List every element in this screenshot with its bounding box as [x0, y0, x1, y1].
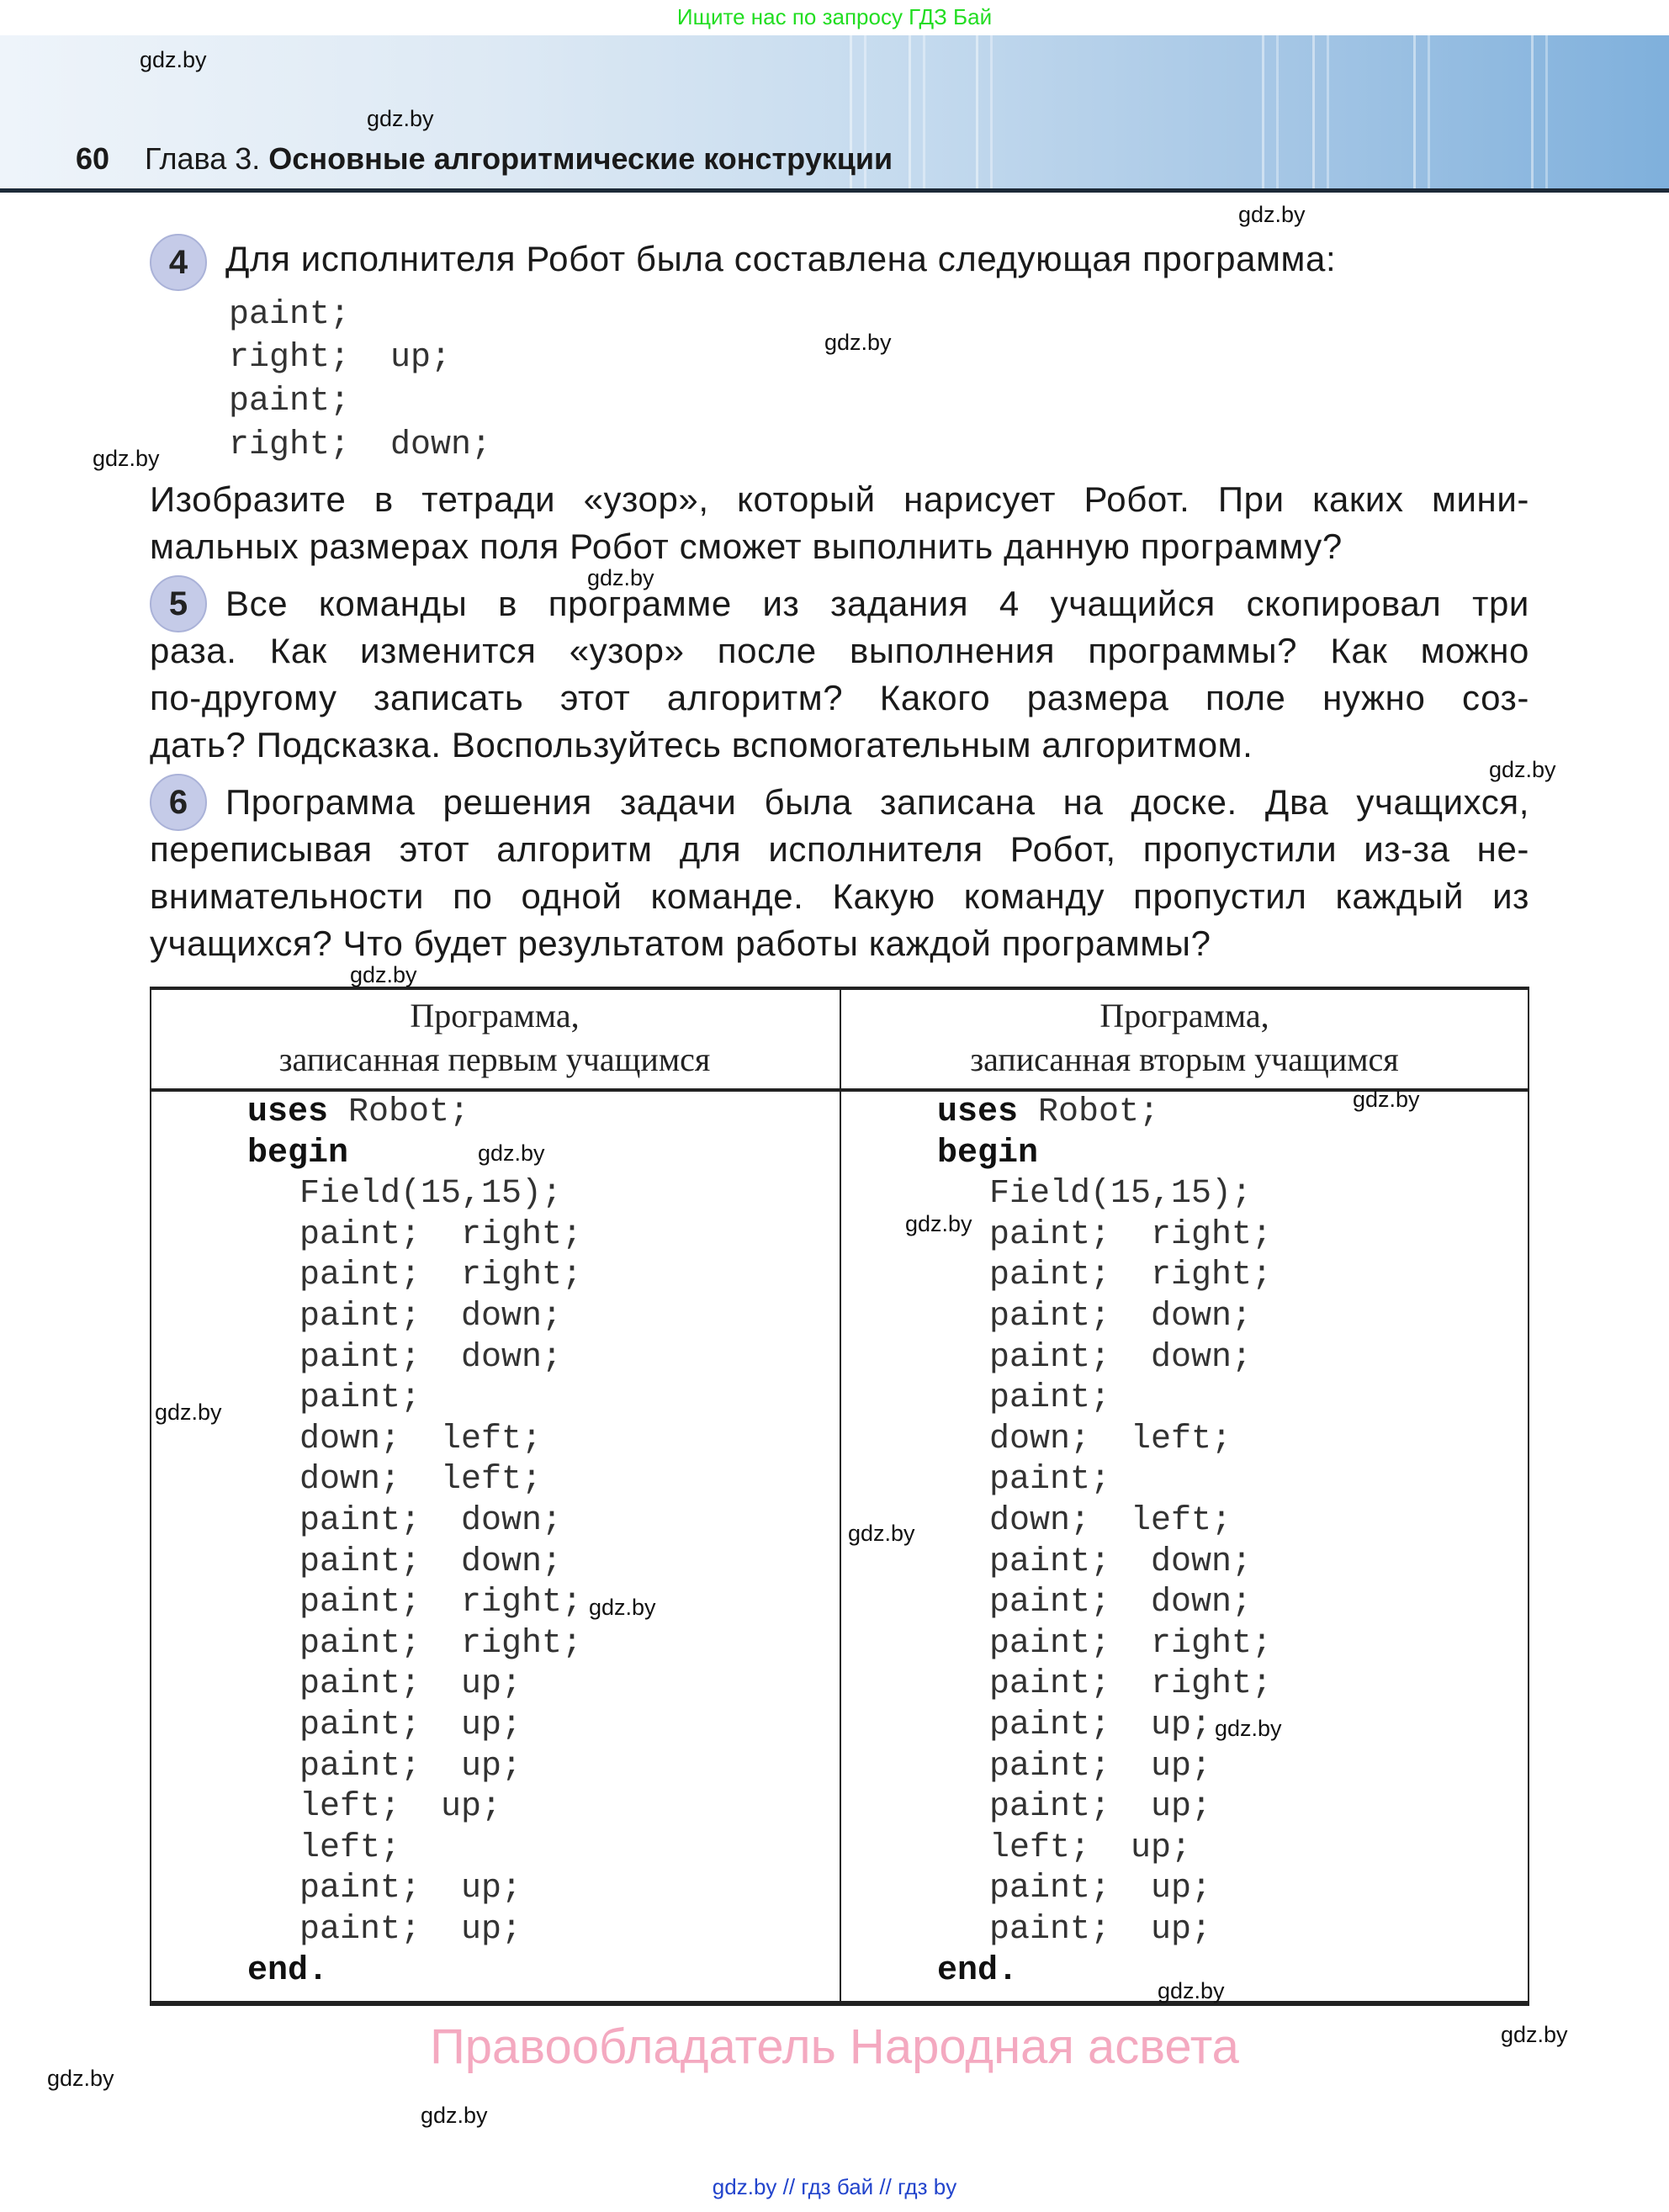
circuit-decoration: [1413, 35, 1430, 190]
code-text: paint; right;: [299, 1584, 583, 1622]
task5-text: раза. Как изменится «узор» после выполнения программы? Как можно: [150, 631, 1529, 670]
code-text: paint; down;: [299, 1502, 563, 1540]
code-line: [989, 1829, 1191, 1867]
code-line: [989, 1870, 1211, 1908]
task6-text: внимательности по одной команде. Какую команду пропустил каждый из: [150, 876, 1529, 916]
code-line: [937, 1093, 1159, 1131]
code-line: [989, 1257, 1272, 1294]
circuit-decoration: [1531, 35, 1548, 190]
code-line: [989, 1421, 1232, 1458]
task5-text: дать? Подсказка. Воспользуйтесь вспомогательным алгоритмом.: [150, 725, 1253, 765]
code-line: [989, 1748, 1211, 1786]
code-text: paint; right;: [989, 1257, 1273, 1295]
task-number-badge: 5: [150, 575, 207, 632]
code-text: paint; right;: [989, 1665, 1273, 1704]
code-line: [299, 1829, 400, 1867]
code-line: [989, 1665, 1272, 1703]
table-header-divider: [150, 1088, 1529, 1092]
task4-code-line: right; down;: [229, 426, 492, 464]
code-text: left; up;: [989, 1828, 1192, 1867]
code-text: paint; down;: [989, 1338, 1253, 1377]
table-header-col2: [840, 994, 1529, 1082]
task6-text: переписывая этот алгоритм для исполнителя Робот, пропустили из-за не-: [150, 829, 1529, 869]
code-line: [247, 1135, 348, 1172]
watermark: gdz.by: [1158, 1978, 1225, 2003]
task4-code-line: paint;: [229, 296, 351, 334]
code-line: [299, 1543, 562, 1581]
code-text: paint; up;: [989, 1747, 1212, 1786]
watermark: gdz.by: [589, 1595, 656, 1620]
code-text: paint; right;: [299, 1257, 583, 1295]
table-column-divider: [840, 987, 841, 2006]
task6-text: учащихся? Что будет результатом работы каждой программы?: [150, 923, 1211, 963]
code-line: [299, 1216, 582, 1254]
code-text: Robot;: [1018, 1093, 1160, 1131]
code-text: paint; right;: [989, 1624, 1273, 1663]
chapter-prefix: Глава 3.: [145, 141, 261, 176]
code-line: [299, 1461, 542, 1499]
code-text: paint; down;: [989, 1298, 1253, 1336]
code-keyword: end.: [247, 1951, 329, 1990]
circuit-decoration: [909, 35, 925, 190]
code-line: [989, 1175, 1252, 1213]
task-number-badge: 4: [150, 234, 207, 291]
code-line: [989, 1461, 1110, 1499]
watermark: gdz.by: [478, 1140, 545, 1166]
task4-code-line: paint;: [229, 383, 351, 421]
code-line: [299, 1665, 522, 1703]
code-line: [989, 1502, 1232, 1540]
watermark: gdz.by: [47, 2066, 114, 2091]
watermark: gdz.by: [1215, 1716, 1282, 1741]
watermark: gdz.by: [1489, 757, 1556, 782]
code-text: down; left;: [989, 1502, 1232, 1540]
table-header-col1: [150, 994, 840, 1082]
code-text: paint; up;: [989, 1788, 1212, 1827]
code-text: paint; right;: [989, 1215, 1273, 1254]
watermark: gdz.by: [824, 330, 892, 355]
watermark: gdz.by: [367, 106, 434, 131]
watermark: gdz.by: [587, 565, 654, 590]
code-line: [299, 1748, 522, 1786]
code-line: [937, 1952, 1018, 1990]
code-line: [989, 1788, 1211, 1826]
code-text: Field(15,15);: [989, 1175, 1253, 1214]
code-line: [299, 1175, 562, 1213]
code-line: [299, 1502, 562, 1540]
code-text: down; left;: [299, 1461, 543, 1500]
code-text: paint; down;: [989, 1543, 1253, 1581]
code-line: [299, 1339, 562, 1377]
code-line: [937, 1135, 1038, 1172]
header-line: записанная вторым учащимся: [970, 1040, 1399, 1078]
code-text: paint; up;: [989, 1870, 1212, 1908]
code-text: down; left;: [989, 1420, 1232, 1458]
code-text: left; up;: [299, 1788, 502, 1827]
code-line: [299, 1707, 522, 1744]
task-number-badge: 6: [150, 774, 207, 831]
code-line: [299, 1584, 582, 1622]
code-line: [989, 1911, 1211, 1949]
code-line: [989, 1216, 1272, 1254]
top-banner: Ищите нас по запросу ГДЗ Бай: [676, 4, 993, 29]
code-text: paint;: [989, 1379, 1111, 1418]
task4-intro: Для исполнителя Робот была составлена следующая программа:: [225, 239, 1337, 278]
code-text: paint; up;: [299, 1870, 522, 1908]
copyright-notice: Правообладатель Народная асвета: [430, 2019, 1239, 2074]
watermark: gdz.by: [1238, 202, 1306, 227]
code-text: paint;: [989, 1461, 1111, 1500]
task5-text: Все команды в программе из задания 4 учащийся скопировал три: [225, 584, 1529, 623]
code-text: paint; up;: [299, 1911, 522, 1949]
code-line: [989, 1584, 1252, 1622]
code-text: paint; up;: [299, 1707, 522, 1744]
code-line: [299, 1257, 582, 1294]
chapter-heading: [145, 141, 893, 177]
circuit-decoration: [1312, 35, 1329, 190]
watermark: gdz.by: [140, 47, 207, 72]
code-line: [989, 1625, 1272, 1663]
code-line: [989, 1707, 1211, 1744]
code-text: paint; down;: [299, 1298, 563, 1336]
code-line: [989, 1298, 1252, 1336]
task5-text: по-другому записать этот алгоритм? Какого размера поле нужно соз-: [150, 678, 1529, 717]
code-text: paint; up;: [989, 1911, 1212, 1949]
code-keyword: begin: [247, 1134, 349, 1172]
header-line: Программа,: [1099, 997, 1269, 1035]
watermark: gdz.by: [350, 962, 417, 987]
task4-code-line: right; up;: [229, 339, 452, 377]
chapter-title: Основные алгоритмические конструкции: [268, 141, 893, 176]
code-text: Robot;: [328, 1093, 470, 1131]
header-rule: [0, 188, 1669, 193]
code-line: [299, 1911, 522, 1949]
watermark: gdz.by: [848, 1521, 915, 1546]
header-line: записанная первым учащимся: [278, 1040, 711, 1078]
code-line: [989, 1379, 1110, 1417]
code-text: paint; right;: [299, 1624, 583, 1663]
code-text: paint;: [299, 1379, 421, 1418]
task4-question: Изобразите в тетради «узор», который нарисует Робот. При каких мини-: [150, 479, 1529, 519]
code-line: [989, 1543, 1252, 1581]
code-text: paint; up;: [989, 1707, 1212, 1744]
circuit-decoration: [1262, 35, 1279, 190]
code-text: paint; down;: [299, 1543, 563, 1581]
watermark: gdz.by: [93, 446, 160, 471]
code-text: down; left;: [299, 1420, 543, 1458]
code-line: [299, 1788, 501, 1826]
code-line: [299, 1421, 542, 1458]
code-line: [299, 1625, 582, 1663]
code-keyword: begin: [937, 1134, 1039, 1172]
code-keyword: uses: [937, 1093, 1019, 1131]
page-number: 60: [76, 141, 110, 176]
code-keyword: uses: [247, 1093, 329, 1131]
code-text: left;: [299, 1828, 401, 1867]
code-line: [299, 1379, 421, 1417]
code-line: [299, 1298, 562, 1336]
watermark: gdz.by: [905, 1211, 972, 1236]
code-line: [247, 1093, 469, 1131]
code-text: paint; down;: [299, 1338, 563, 1377]
task6-text: Программа решения задачи была записана на доске. Два учащихся,: [225, 782, 1529, 822]
code-text: paint; up;: [299, 1747, 522, 1786]
header-line: Программа,: [410, 997, 580, 1035]
circuit-decoration: [976, 35, 993, 190]
code-text: paint; up;: [299, 1665, 522, 1704]
code-keyword: end.: [937, 1951, 1019, 1990]
code-text: Field(15,15);: [299, 1175, 563, 1214]
code-line: [247, 1952, 328, 1990]
watermark: gdz.by: [421, 2103, 488, 2128]
code-text: paint; right;: [299, 1215, 583, 1254]
watermark: gdz.by: [1353, 1087, 1420, 1112]
code-line: [299, 1870, 522, 1908]
code-line: [989, 1339, 1252, 1377]
watermark: gdz.by: [1501, 2022, 1568, 2047]
code-text: paint; down;: [989, 1584, 1253, 1622]
watermark: gdz.by: [155, 1400, 222, 1425]
task4-question: мальных размерах поля Робот сможет выполнить данную программу?: [150, 527, 1343, 566]
footer-links[interactable]: gdz.by // гдз бай // гдз by: [712, 2174, 957, 2199]
